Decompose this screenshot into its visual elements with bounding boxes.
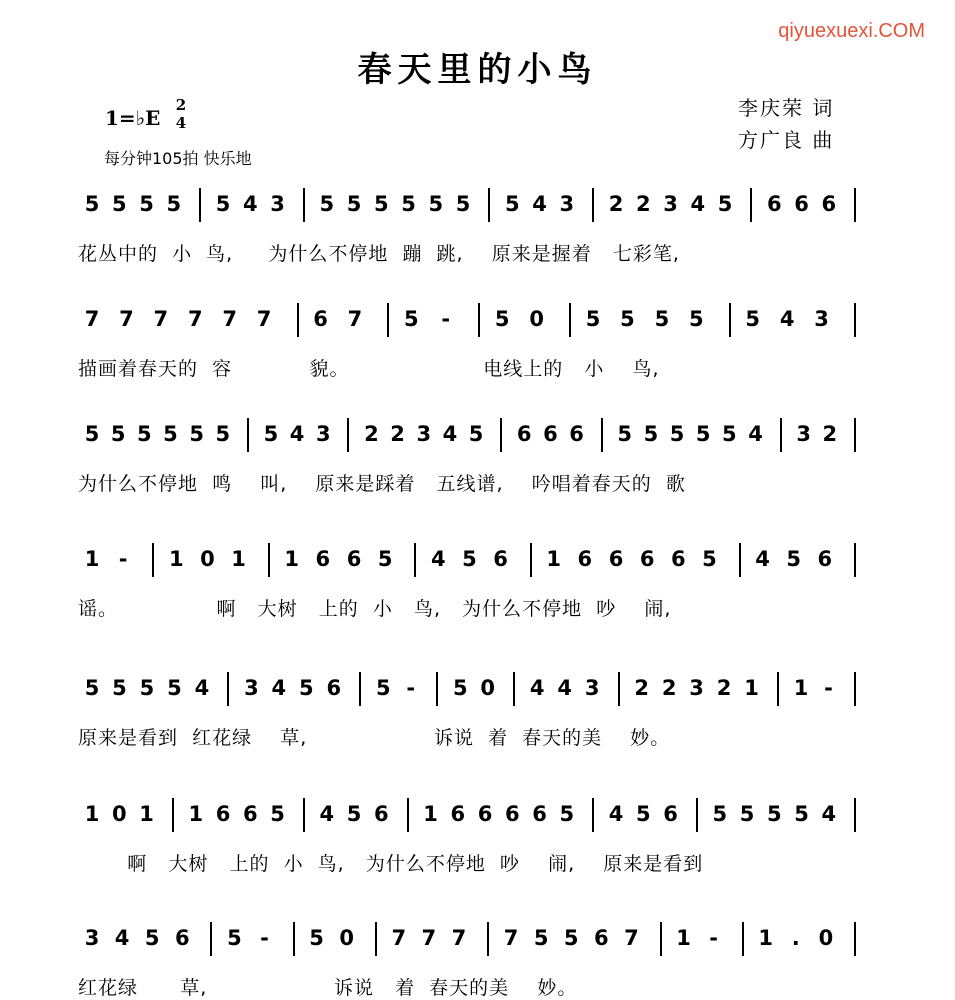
note-glyph: 6 (313, 307, 328, 331)
note-glyph: 5 (695, 422, 711, 446)
note-glyph: 3 (559, 192, 575, 216)
song-title: 春天里的小鸟 (357, 50, 598, 90)
note-glyph: 5 (373, 192, 389, 216)
bar-line (854, 188, 856, 222)
note-glyph: 3 (796, 422, 811, 446)
note-glyph: 5 (215, 422, 231, 446)
note-glyph: - (406, 676, 416, 700)
bar-line (742, 922, 744, 956)
note-glyph: 5 (84, 422, 100, 446)
note-glyph: 1 (546, 547, 562, 571)
bar-line (172, 798, 174, 832)
bar-line (347, 418, 349, 452)
bar-line (569, 303, 571, 337)
bar-line (513, 672, 515, 706)
meter-denominator: 4 (175, 114, 187, 132)
note-glyph: 0 (339, 926, 354, 950)
note-glyph: 7 (84, 307, 100, 331)
note-glyph: 4 (608, 802, 624, 826)
note-glyph: 3 (584, 676, 600, 700)
bar-line (780, 418, 782, 452)
note-glyph: 2 (635, 192, 651, 216)
note-glyph: 3 (244, 676, 259, 700)
bar-line (407, 798, 409, 832)
bar-line (530, 543, 532, 577)
lyric-line: 描画着春天的 容 貌。 电线上的 小 鸟, (78, 358, 660, 380)
note-glyph: 2 (716, 676, 732, 700)
bar-line (601, 418, 603, 452)
note-glyph: 6 (543, 422, 558, 446)
bar-line (854, 303, 856, 337)
lyric-line: 啊 大树 上的 小 鸟, 为什么不停地 吵 闹, 原来是看到 (78, 853, 704, 875)
note-glyph: 5 (689, 307, 704, 331)
note-glyph: 2 (661, 676, 677, 700)
note-glyph: 5 (766, 802, 782, 826)
note-glyph: 4 (194, 676, 210, 700)
key-signature: 1=♭E (105, 106, 161, 130)
note-glyph: 5 (428, 192, 444, 216)
note-glyph: - (824, 676, 833, 700)
note-glyph: 5 (404, 307, 419, 331)
note-glyph: 0 (480, 676, 496, 700)
bar-line (303, 188, 305, 222)
bar-line (729, 303, 731, 337)
note-glyph: 5 (144, 926, 160, 950)
bar-line (478, 303, 480, 337)
note-glyph: 6 (450, 802, 466, 826)
note-glyph: 5 (559, 802, 575, 826)
bar-line (247, 418, 249, 452)
note-glyph: 3 (84, 926, 100, 950)
note-glyph: 5 (635, 802, 651, 826)
note-glyph: . (791, 926, 800, 950)
bar-line (500, 418, 502, 452)
lyric-line: 原来是看到 红花绿 草, 诉说 着 春天的美 妙。 (78, 727, 671, 749)
note-glyph: - (260, 926, 269, 950)
note-glyph: 5 (215, 192, 231, 216)
bar-line (297, 303, 299, 337)
note-glyph: 5 (84, 676, 100, 700)
bar-line (696, 798, 698, 832)
note-glyph: 4 (690, 192, 706, 216)
note-glyph: 5 (375, 676, 391, 700)
note-glyph: 5 (377, 547, 393, 571)
note-glyph: 1 (423, 802, 438, 826)
note-glyph: 1 (168, 547, 184, 571)
note-glyph: 4 (319, 802, 335, 826)
note-glyph: 1 (676, 926, 691, 950)
note-glyph: 5 (112, 676, 127, 700)
note-glyph: 4 (442, 422, 458, 446)
note-glyph: 6 (608, 547, 624, 571)
bar-line (854, 418, 856, 452)
note-glyph: 7 (222, 307, 237, 331)
note-glyph: 5 (270, 802, 285, 826)
note-glyph: 3 (270, 192, 285, 216)
note-glyph: 5 (468, 422, 484, 446)
note-glyph: 2 (822, 422, 838, 446)
note-glyph: 1 (188, 802, 204, 826)
note-glyph: 5 (654, 307, 670, 331)
lyricist-credit: 李庆荣 词 (738, 96, 835, 120)
note-glyph: 7 (153, 307, 169, 331)
note-glyph: 2 (634, 676, 649, 700)
note-glyph: 5 (139, 676, 155, 700)
bar-line (777, 672, 779, 706)
note-glyph: 7 (391, 926, 407, 950)
note-glyph: 5 (84, 192, 100, 216)
bar-line (750, 188, 752, 222)
note-glyph: 3 (689, 676, 704, 700)
note-glyph: 5 (494, 307, 510, 331)
note-glyph: 7 (421, 926, 437, 950)
note-glyph: 5 (309, 926, 324, 950)
note-glyph: 5 (563, 926, 579, 950)
note-glyph: 5 (702, 547, 717, 571)
note-glyph: 5 (137, 422, 152, 446)
note-glyph: 6 (766, 192, 782, 216)
note-glyph: 4 (755, 547, 770, 571)
note-glyph: 6 (639, 547, 655, 571)
bar-line (592, 798, 594, 832)
note-glyph: 5 (227, 926, 242, 950)
note-glyph: 5 (299, 676, 314, 700)
note-glyph: 6 (315, 547, 331, 571)
note-glyph: 4 (289, 422, 305, 446)
note-glyph: 4 (430, 547, 446, 571)
note-glyph: 5 (346, 802, 362, 826)
note-glyph: 1 (758, 926, 774, 950)
note-glyph: 6 (477, 802, 493, 826)
note-glyph: 6 (326, 676, 342, 700)
note-glyph: 5 (794, 802, 809, 826)
note-glyph: 2 (608, 192, 624, 216)
note-glyph: 7 (503, 926, 519, 950)
bar-line (487, 922, 489, 956)
note-glyph: 6 (493, 547, 508, 571)
note-glyph: 7 (256, 307, 272, 331)
note-glyph: 1 (284, 547, 300, 571)
note-glyph: 5 (319, 192, 335, 216)
note-glyph: 1 (84, 802, 100, 826)
note-glyph: 0 (200, 547, 215, 571)
note-glyph: 3 (814, 307, 829, 331)
note-glyph: 6 (373, 802, 389, 826)
note-glyph: 7 (347, 307, 363, 331)
note-glyph: 6 (242, 802, 258, 826)
note-glyph: 1 (744, 676, 759, 700)
bar-line (414, 543, 416, 577)
note-glyph: 4 (821, 802, 837, 826)
note-glyph: 4 (557, 676, 572, 700)
note-glyph: 6 (532, 802, 547, 826)
note-glyph: 5 (585, 307, 601, 331)
note-glyph: 3 (663, 192, 678, 216)
bar-line (660, 922, 662, 956)
bar-line (293, 922, 295, 956)
note-glyph: 5 (189, 422, 204, 446)
note-glyph: 5 (110, 422, 126, 446)
note-glyph: 7 (451, 926, 467, 950)
note-glyph: 3 (416, 422, 432, 446)
note-glyph: 0 (111, 802, 127, 826)
note-glyph: 5 (166, 192, 182, 216)
bar-line (375, 922, 377, 956)
note-glyph: 6 (794, 192, 809, 216)
note-glyph: 6 (504, 802, 520, 826)
note-glyph: 7 (624, 926, 639, 950)
note-glyph: 5 (620, 307, 635, 331)
bar-line (199, 188, 201, 222)
note-glyph: 5 (263, 422, 279, 446)
bar-line (152, 543, 154, 577)
bar-line (854, 672, 856, 706)
note-glyph: 6 (577, 547, 593, 571)
note-glyph: 5 (669, 422, 685, 446)
note-glyph: 5 (163, 422, 178, 446)
note-glyph: 7 (119, 307, 134, 331)
meter-numerator: 2 (175, 96, 187, 114)
note-glyph: 4 (779, 307, 795, 331)
bar-line (618, 672, 620, 706)
note-glyph: 5 (346, 192, 362, 216)
bar-line (359, 672, 361, 706)
note-glyph: 5 (722, 422, 737, 446)
bar-line (488, 188, 490, 222)
note-glyph: 4 (532, 192, 547, 216)
note-glyph: 6 (569, 422, 584, 446)
note-glyph: 6 (215, 802, 231, 826)
note-glyph: 5 (643, 422, 659, 446)
note-glyph: - (118, 547, 128, 571)
note-glyph: 5 (167, 676, 182, 700)
lyric-line: 为什么不停地 鸣 叫, 原来是踩着 五线谱, 吟唱着春天的 歌 (78, 473, 686, 495)
time-signature (172, 96, 190, 132)
note-glyph: - (441, 307, 451, 331)
note-glyph: 5 (739, 802, 755, 826)
note-glyph: 5 (617, 422, 633, 446)
note-glyph: 1 (139, 802, 154, 826)
note-glyph: 6 (346, 547, 362, 571)
lyric-line: 谣。 啊 大树 上的 小 鸟, 为什么不停地 吵 闹, (78, 598, 672, 620)
composer-credit: 方广良 曲 (738, 128, 835, 152)
note-glyph: 4 (748, 422, 763, 446)
lyric-line: 花丛中的 小 鸟, 为什么不停地 蹦 跳, 原来是握着 七彩笔, (78, 243, 680, 265)
note-glyph: 0 (529, 307, 544, 331)
note-glyph: 6 (670, 547, 686, 571)
bar-line (854, 543, 856, 577)
note-glyph: 5 (401, 192, 416, 216)
bar-line (436, 672, 438, 706)
note-glyph: 5 (504, 192, 520, 216)
note-glyph: 6 (516, 422, 532, 446)
note-glyph: 5 (533, 926, 549, 950)
note-glyph: 1 (231, 547, 246, 571)
bar-line (387, 303, 389, 337)
site-watermark: qiyuexuexi.COM (778, 20, 925, 42)
note-glyph: 7 (187, 307, 203, 331)
note-glyph: 6 (817, 547, 833, 571)
note-glyph: - (709, 926, 718, 950)
note-glyph: 5 (745, 307, 761, 331)
lyric-line: 红花绿 草, 诉说 着 春天的美 妙。 (78, 977, 578, 999)
bar-line (739, 543, 741, 577)
note-glyph: 3 (315, 422, 331, 446)
note-glyph: 6 (594, 926, 609, 950)
bar-line (854, 922, 856, 956)
tempo-marking: 每分钟105拍 快乐地 (104, 149, 252, 168)
bar-line (854, 798, 856, 832)
note-glyph: 6 (663, 802, 678, 826)
note-glyph: 5 (786, 547, 802, 571)
bar-line (268, 543, 270, 577)
note-glyph: 6 (174, 926, 190, 950)
bar-line (303, 798, 305, 832)
bar-line (592, 188, 594, 222)
note-glyph: 1 (793, 676, 809, 700)
bar-line (210, 922, 212, 956)
note-glyph: 5 (712, 802, 728, 826)
note-glyph: 4 (271, 676, 287, 700)
note-glyph: 2 (390, 422, 405, 446)
note-glyph: 0 (818, 926, 834, 950)
note-glyph: 5 (455, 192, 471, 216)
note-glyph: 1 (84, 547, 100, 571)
note-glyph: 2 (364, 422, 379, 446)
note-glyph: 4 (529, 676, 545, 700)
note-glyph: 5 (452, 676, 468, 700)
note-glyph: 5 (139, 192, 154, 216)
note-glyph: 4 (242, 192, 258, 216)
note-glyph: 5 (462, 547, 477, 571)
note-glyph: 5 (111, 192, 127, 216)
note-glyph: 5 (717, 192, 733, 216)
note-glyph: 4 (114, 926, 130, 950)
note-glyph: 6 (821, 192, 837, 216)
bar-line (227, 672, 229, 706)
